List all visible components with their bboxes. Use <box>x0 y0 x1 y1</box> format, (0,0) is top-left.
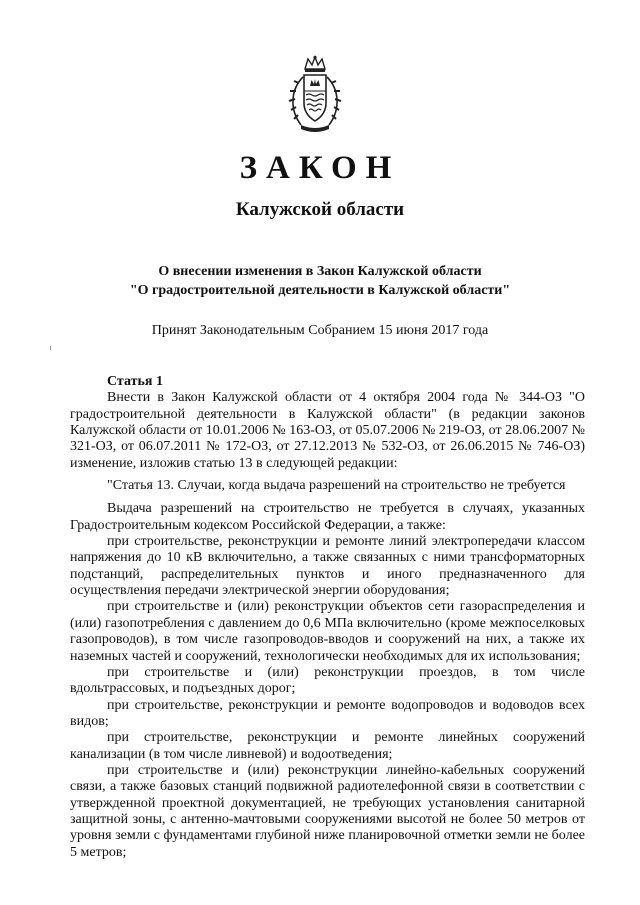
coat-of-arms-icon <box>283 55 347 135</box>
margin-mark <box>50 346 51 350</box>
document-subject <box>0 262 640 300</box>
subject-line-1: О внесении изменения в Закон Калужской области <box>158 264 482 279</box>
adoption-date: Принят Законодательным Собранием 15 июня 2017 года <box>151 323 489 338</box>
document-title: ЗАКОН <box>239 150 401 186</box>
article-intro: Внести в Закон Калужской области от 4 октября 2004 года № 344-ОЗ "О градостроительной деятельности в Калужской области" (в редакции законов Калужской области от 10.01.2006 № 163-ОЗ, от 05.07.2006 № 219-ОЗ, от 28.06.2007 № 321-ОЗ, от 06.07.2011 № 172-ОЗ, от 27.12.2013 № 532-ОЗ, от 26.06.2015 № 746-ОЗ) изменение, изложив статью 13 в следующей редакции: <box>70 390 585 471</box>
subject-line-2: "О градостроительной деятельности в Калужской области" <box>129 283 511 298</box>
body-paragraph: при строительстве, реконструкции и ремонте линий электропередачи классом напряжения до 10 кВ включительно, а также связанных с ними трансформаторных подстанций, распределительных пунктов и иного предназначенного для осуществления передачи электрической энергии оборудования; <box>70 534 585 599</box>
article-heading: Статья 1 <box>107 374 163 389</box>
document-region: Калужской области <box>235 199 405 220</box>
body-paragraph: Выдача разрешений на строительство не требуется в случаях, указанных Градостроительным кодексом Российской Федерации, а также: <box>70 501 585 533</box>
body-paragraph: при строительстве и (или) реконструкции объектов сети газораспределения и (или) газопотребления с давлением до 0,6 МПа включительно (кроме межпоселковых газопроводов), в том числе газопроводов-вводов и сооружений на них, а также их наземных частей и сооружений, технологически необходимых для их использования; <box>70 599 585 664</box>
document-body <box>70 374 585 861</box>
body-paragraph: при строительстве, реконструкции и ремонте линейных сооружений канализации (в том числе ливневой) и водоотведения; <box>70 730 585 762</box>
body-paragraph: при строительстве, реконструкции и ремонте водопроводов и водоводов всех видов; <box>70 697 585 729</box>
article-13-title: "Статья 13. Случаи, когда выдача разрешений на строительство не требуется <box>107 478 566 494</box>
body-paragraph: при строительстве и (или) реконструкции линейно-кабельных сооружений связи, а также базовых станций подвижной радиотелефонной связи в соответствии с утвержденной проектной документацией, не требующих установления санитарной защитной зоны, с антенно-мачтовыми сооружениями высотой не более 50 метров от уровня земли с фундаментами глубиной ниже планировочной отметки земли не более 5 метров; <box>70 762 585 860</box>
body-paragraph: при строительстве и (или) реконструкции проездов, в том числе вдольтрассовых, и подъездных дорог; <box>70 664 585 697</box>
